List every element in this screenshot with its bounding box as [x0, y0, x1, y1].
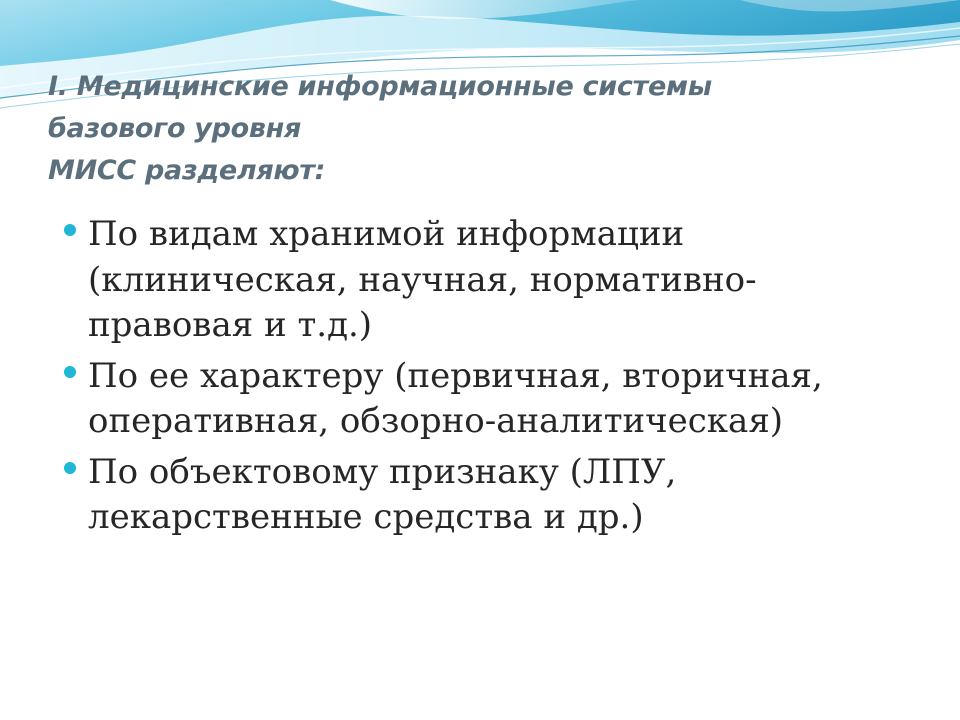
slide-title: [48, 66, 908, 192]
bullet-line: лекарственные средства и др.): [88, 497, 644, 537]
bullet-item-storage-types: [60, 212, 900, 349]
bullet-text: [88, 354, 900, 445]
title-line-1: I. Медицинские информационные системы: [48, 71, 712, 102]
bullet-line: По ее характеру (первичная, вторичная,: [88, 355, 823, 396]
bullet-list: [60, 212, 900, 546]
bullet-dot-icon: [64, 462, 76, 474]
bullet-line: оперативная, обзорно-аналитическая): [88, 401, 784, 441]
bullet-line: По видам хранимой информации: [88, 214, 685, 254]
bullet-dot-icon: [64, 224, 76, 236]
bullet-item-character: [60, 354, 900, 445]
title-line-2: базового уровня: [48, 113, 302, 144]
bullet-dot-icon: [64, 366, 76, 378]
bullet-text: [88, 212, 900, 349]
bullet-line: По объектовому признаку (ЛПУ,: [88, 451, 677, 492]
bullet-line: правовая и т.д.): [88, 305, 373, 345]
bullet-item-object-attribute: [60, 450, 900, 541]
bullet-text: [88, 450, 900, 541]
title-line-3: МИСС разделяют:: [48, 155, 326, 186]
bullet-line: (клиническая, научная, нормативно-: [88, 259, 757, 300]
